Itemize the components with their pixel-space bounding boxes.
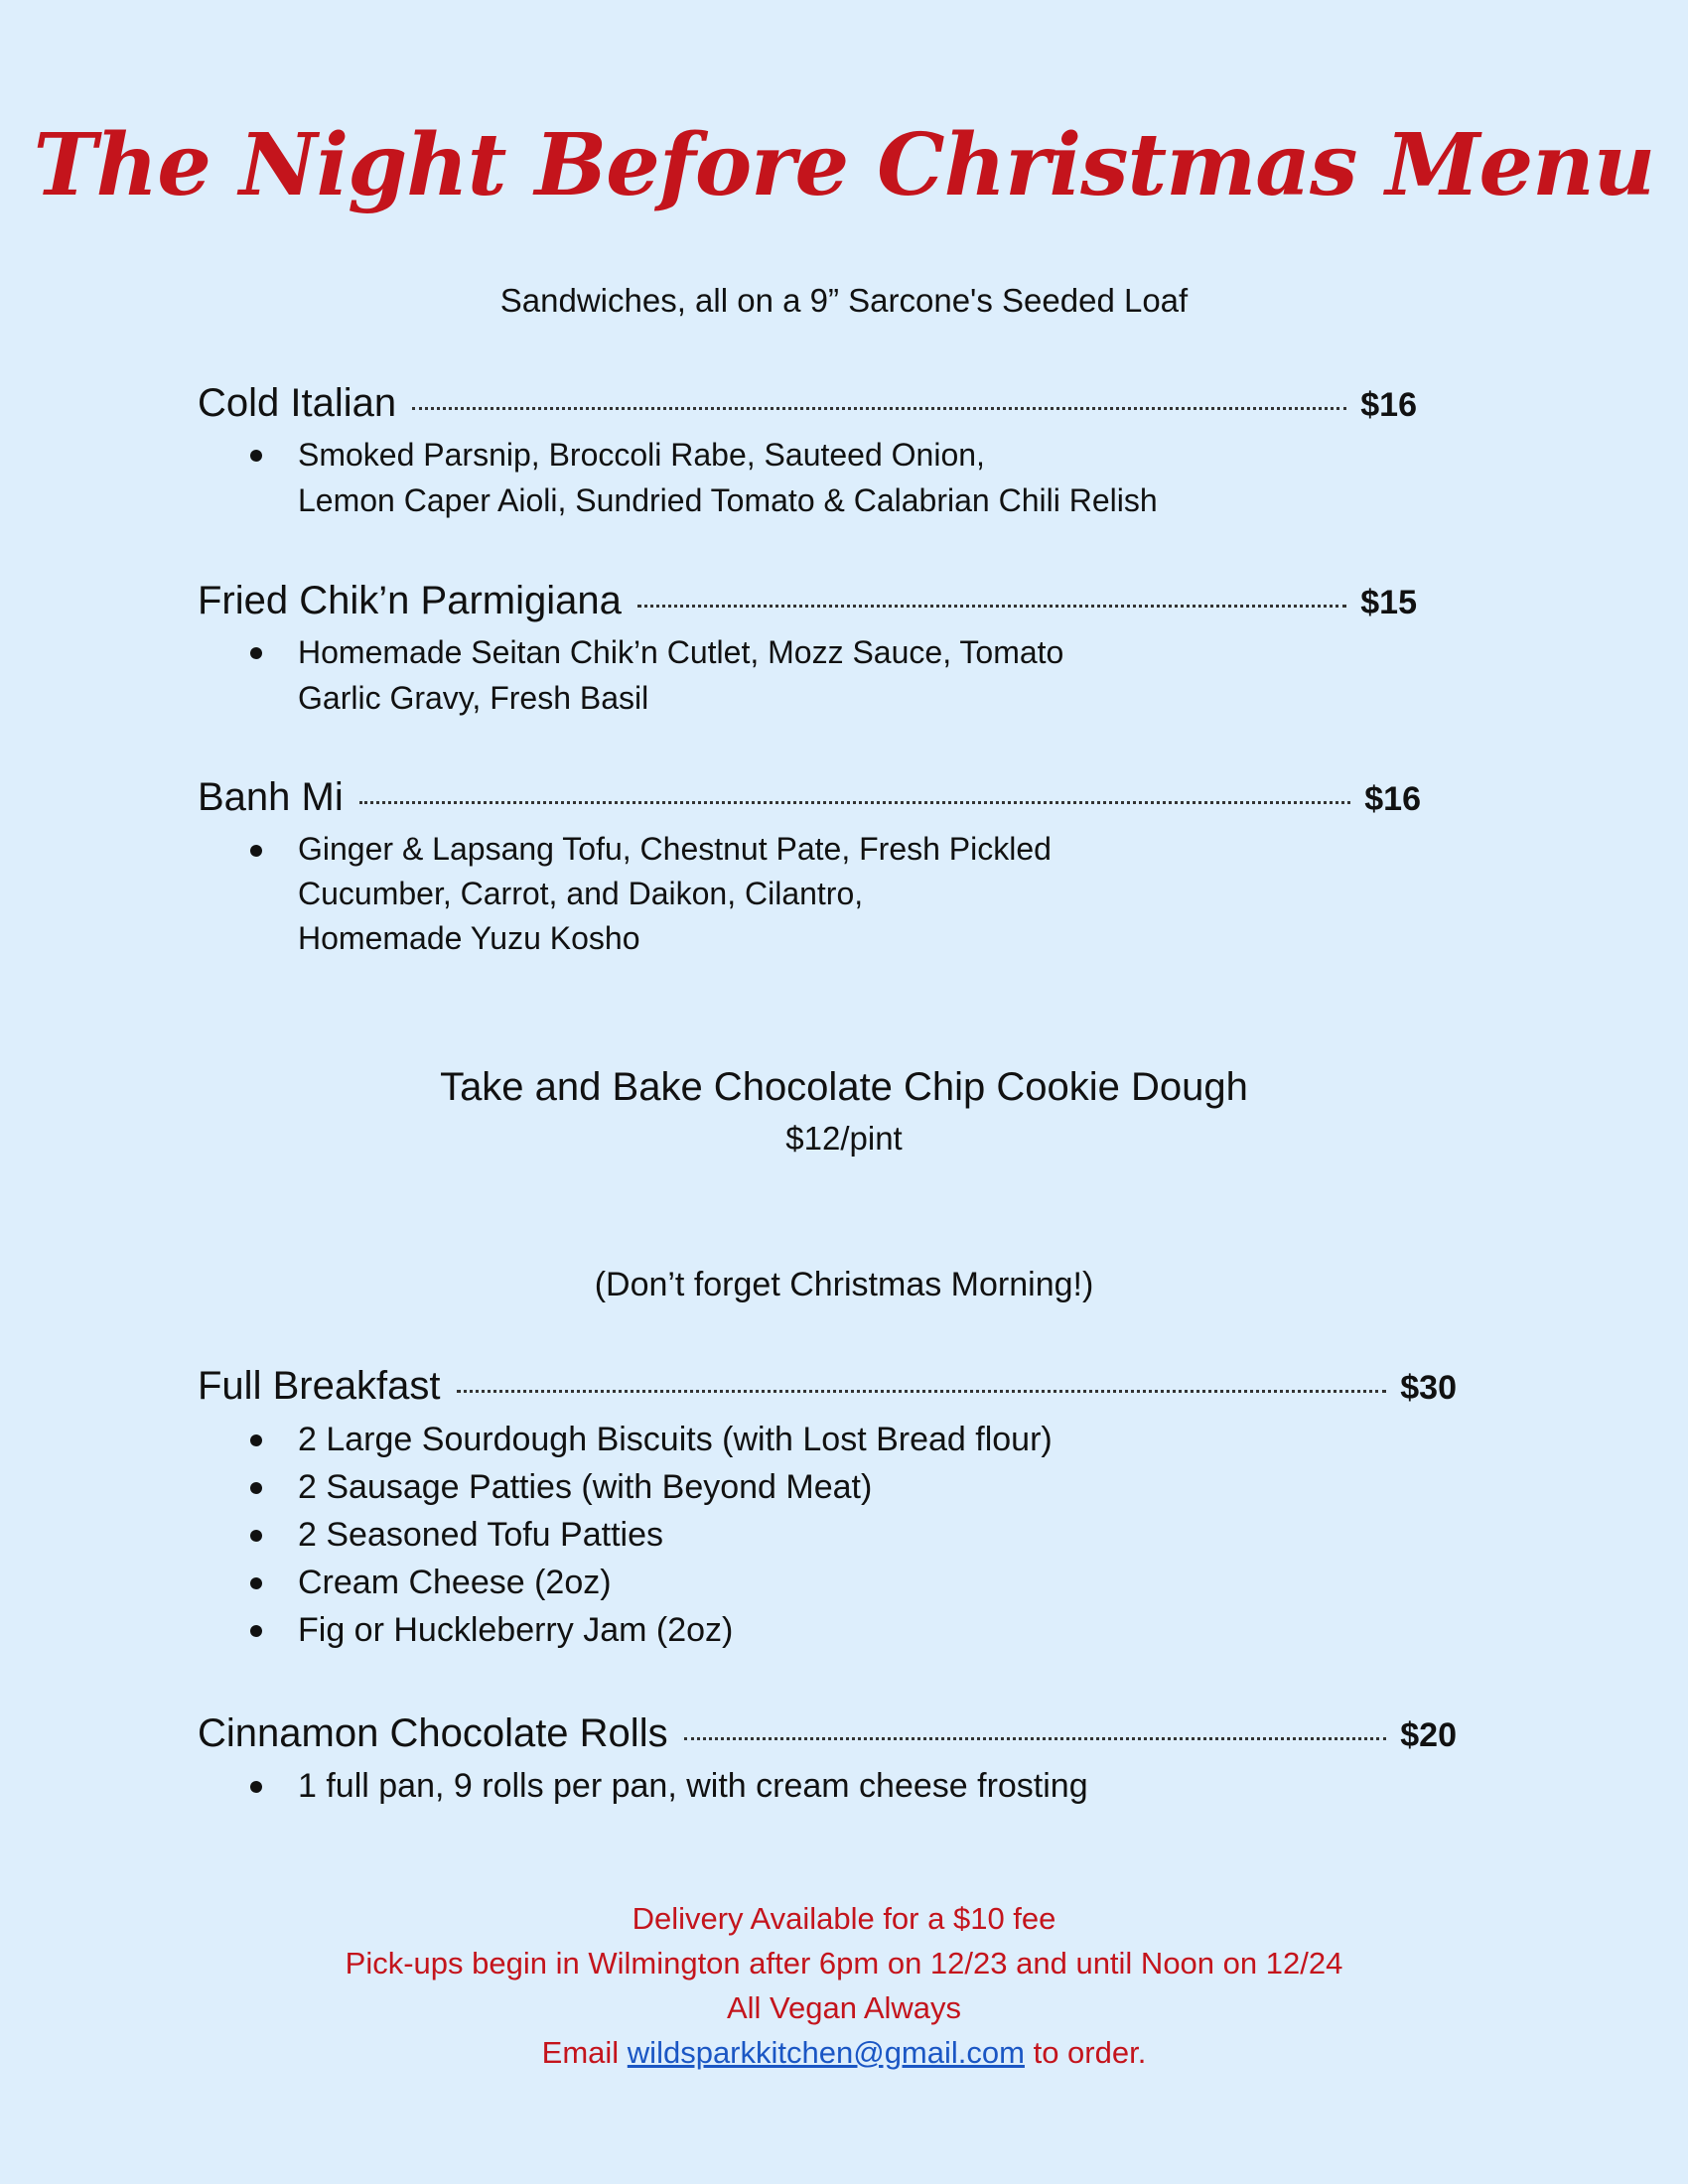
item-description-list	[0, 432, 1158, 523]
item-price: $15	[1360, 584, 1417, 621]
vegan-note: All Vegan Always	[726, 1990, 962, 2025]
item-description-list	[0, 629, 1063, 721]
item-price: $16	[1364, 780, 1421, 818]
item-name: Cinnamon Chocolate Rolls	[198, 1711, 668, 1755]
list-item: 2 Large Sourdough Biscuits (with Lost Bread flour)	[0, 1416, 1053, 1463]
list-item: Homemade Seitan Chik’n Cutlet, Mozz Sauce, Tomato	[0, 629, 1063, 675]
list-item: Smoked Parsnip, Broccoli Rabe, Sauteed Onion,	[0, 432, 1158, 478]
item-name: Cold Italian	[198, 381, 397, 425]
dot-leader	[359, 801, 1351, 804]
menu-item-fried-chikn-parmigiana	[198, 575, 1417, 628]
dot-leader	[412, 407, 1346, 410]
list-item: Lemon Caper Aioli, Sundried Tomato & Calabrian Chili Relish	[298, 482, 1158, 518]
cookie-dough-title: Take and Bake Chocolate Chip Cookie Dough	[440, 1065, 1248, 1109]
cookie-dough-price: $12/pint	[785, 1120, 903, 1157]
list-item: 2 Seasoned Tofu Patties	[0, 1511, 1053, 1559]
email-line	[0, 2030, 1688, 2075]
dot-leader	[457, 1390, 1387, 1393]
list-item: Cream Cheese (2oz)	[0, 1559, 1053, 1606]
pickup-note: Pick-ups begin in Wilmington after 6pm on 12/23 and until Noon on 12/24	[345, 1946, 1343, 1980]
christmas-morning-note: (Don’t forget Christmas Morning!)	[594, 1266, 1094, 1303]
item-price: $16	[1360, 386, 1417, 424]
dot-leader	[637, 605, 1346, 608]
list-item: Cucumber, Carrot, and Daikon, Cilantro,	[298, 876, 864, 911]
item-name: Banh Mi	[198, 775, 344, 819]
menu-item-banh-mi	[198, 771, 1421, 825]
email-link[interactable]: wildsparkkitchen@gmail.com	[627, 2035, 1025, 2070]
delivery-note: Delivery Available for a $10 fee	[632, 1901, 1056, 1936]
sandwiches-heading: Sandwiches, all on a 9” Sarcone's Seeded Loaf	[499, 282, 1189, 319]
item-name: Fried Chik’n Parmigiana	[198, 579, 622, 622]
item-price: $30	[1400, 1369, 1457, 1407]
list-item: 2 Sausage Patties (with Beyond Meat)	[0, 1463, 1053, 1511]
rolls-items-list	[0, 1762, 1088, 1810]
list-item: Fig or Huckleberry Jam (2oz)	[0, 1606, 1053, 1654]
dot-leader	[684, 1737, 1387, 1740]
item-name: Full Breakfast	[198, 1364, 441, 1408]
email-prefix: Email	[541, 2035, 620, 2070]
menu-item-cinnamon-chocolate-rolls	[198, 1707, 1457, 1761]
list-item: Ginger & Lapsang Tofu, Chestnut Pate, Fresh Pickled	[0, 827, 1052, 872]
email-suffix: to order.	[1033, 2035, 1147, 2070]
list-item: 1 full pan, 9 rolls per pan, with cream cheese frosting	[0, 1762, 1088, 1810]
menu-item-cold-italian	[198, 377, 1417, 431]
breakfast-items-list	[0, 1416, 1053, 1654]
item-description-list	[0, 827, 1052, 961]
page-title: The Night Before Christmas Menu	[33, 115, 1655, 215]
list-item: Homemade Yuzu Kosho	[298, 920, 640, 956]
list-item: Garlic Gravy, Fresh Basil	[298, 680, 649, 716]
item-price: $20	[1400, 1716, 1457, 1754]
menu-item-full-breakfast	[198, 1360, 1457, 1414]
